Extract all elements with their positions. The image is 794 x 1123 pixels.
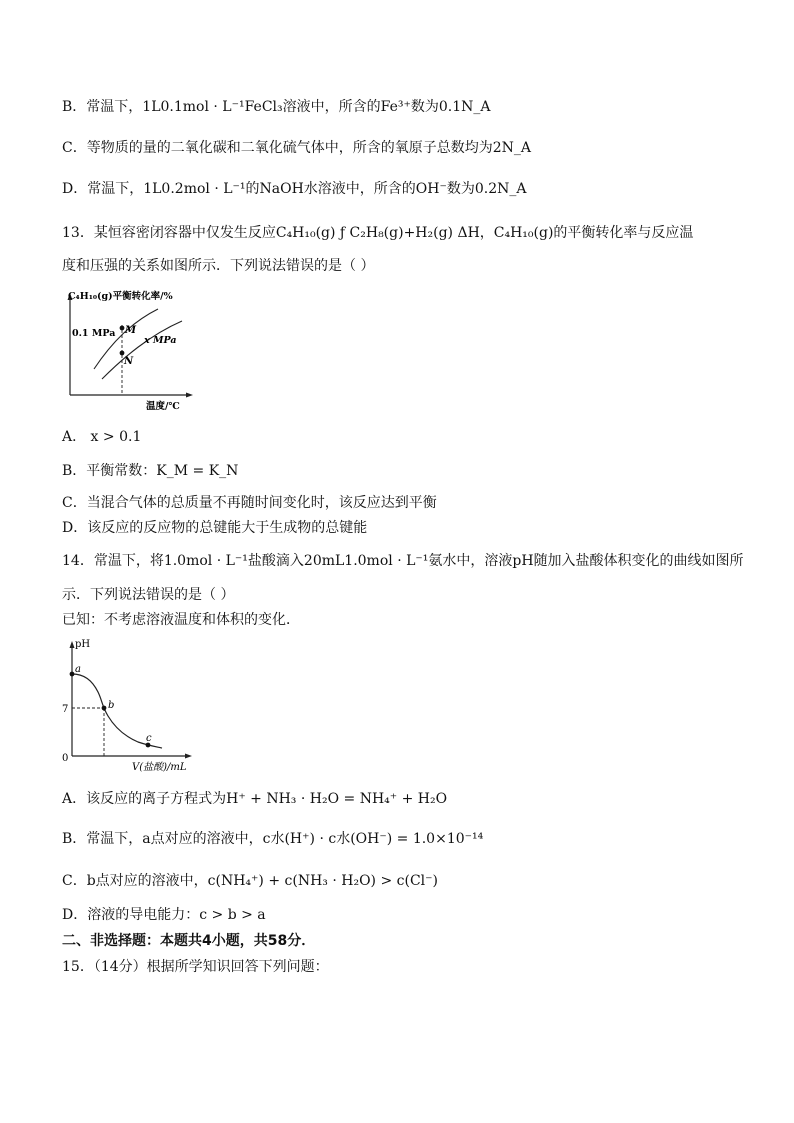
q14-point-a bbox=[70, 672, 75, 677]
q14-stem-line2: 示．下列说法错误的是（ ） bbox=[62, 587, 235, 603]
q13-point-n bbox=[120, 351, 125, 356]
q13-option-a: A． x > 0.1 bbox=[62, 429, 142, 445]
q13-x-axis-label: 温度/℃ bbox=[146, 401, 180, 412]
q14-label-a: a bbox=[75, 664, 81, 675]
q13-option-c: C．当混合气体的总质量不再随时间变化时，该反应达到平衡 bbox=[62, 495, 437, 511]
q14-known-note: 已知：不考虑溶液温度和体积的变化． bbox=[62, 612, 300, 628]
q14-option-d: D．溶液的导电能力：c > b > a bbox=[62, 907, 266, 923]
q14-x-axis-label: V(盐酸)/mL bbox=[132, 762, 187, 773]
q13-option-b: B．平衡常数：K_M = K_N bbox=[62, 463, 239, 479]
q14-y-axis-label: pH bbox=[75, 639, 91, 650]
q14-tick-0: 0 bbox=[62, 753, 69, 764]
q13-y-axis-label: C₄H₁₀(g)平衡转化率/% bbox=[68, 291, 173, 302]
q14-tick-7: 7 bbox=[62, 704, 69, 715]
q13-equilibrium-figure bbox=[62, 287, 202, 417]
q14-label-b: b bbox=[108, 700, 115, 711]
q13-curve1-label: 0.1 MPa bbox=[72, 328, 116, 339]
q14-titration-figure bbox=[58, 634, 198, 776]
q13-label-m: M bbox=[125, 325, 137, 336]
q14-point-b bbox=[102, 706, 107, 711]
q15-stem: 15．（14分）根据所学知识回答下列问题： bbox=[62, 959, 329, 975]
q13-label-n: N bbox=[124, 356, 134, 367]
q14-option-a: A．该反应的离子方程式为H⁺ + NH₃ · H₂O = NH₄⁺ + H₂O bbox=[62, 791, 448, 807]
q12-option-b: B．常温下，1L0.1mol · L⁻¹FeCl₃溶液中，所含的Fe³⁺数为0.1N_A bbox=[62, 99, 491, 115]
q14-option-b: B．常温下，a点对应的溶液中，c水(H⁺) · c水(OH⁻) = 1.0×10⁻¹⁴ bbox=[62, 831, 484, 847]
q14-option-c: C．b点对应的溶液中，c(NH₄⁺) + c(NH₃ · H₂O) > c(Cl⁻) bbox=[62, 873, 438, 889]
q13-point-m bbox=[120, 326, 125, 331]
q14-stem-line1: 14．常温下，将1.0mol · L⁻¹盐酸滴入20mL1.0mol · L⁻¹氨水中，溶液pH随加入盐酸体积变化的曲线如图所 bbox=[62, 553, 744, 569]
q12-option-c: C．等物质的量的二氧化碳和二氧化硫气体中，所含的氧原子总数均为2N_A bbox=[62, 140, 531, 156]
q13-stem-line2: 度和压强的关系如图所示．下列说法错误的是（ ） bbox=[62, 258, 375, 274]
q12-option-d: D．常温下，1L0.2mol · L⁻¹的NaOH水溶液中，所含的OH⁻数为0.2N_A bbox=[62, 181, 527, 197]
q13-curve2-label: x MPa bbox=[144, 335, 177, 346]
section-2-heading: 二、非选择题：本题共4小题，共58分． bbox=[62, 933, 316, 949]
q13-option-d: D．该反应的反应物的总键能大于生成物的总键能 bbox=[62, 520, 368, 536]
q13-stem-line1: 13．某恒容密闭容器中仅发生反应C₄H₁₀(g) ƒ C₂H₈(g)+H₂(g) ΔH，C₄H₁₀(g)的平衡转化率与反应温 bbox=[62, 225, 694, 241]
q14-label-c: c bbox=[146, 733, 152, 744]
